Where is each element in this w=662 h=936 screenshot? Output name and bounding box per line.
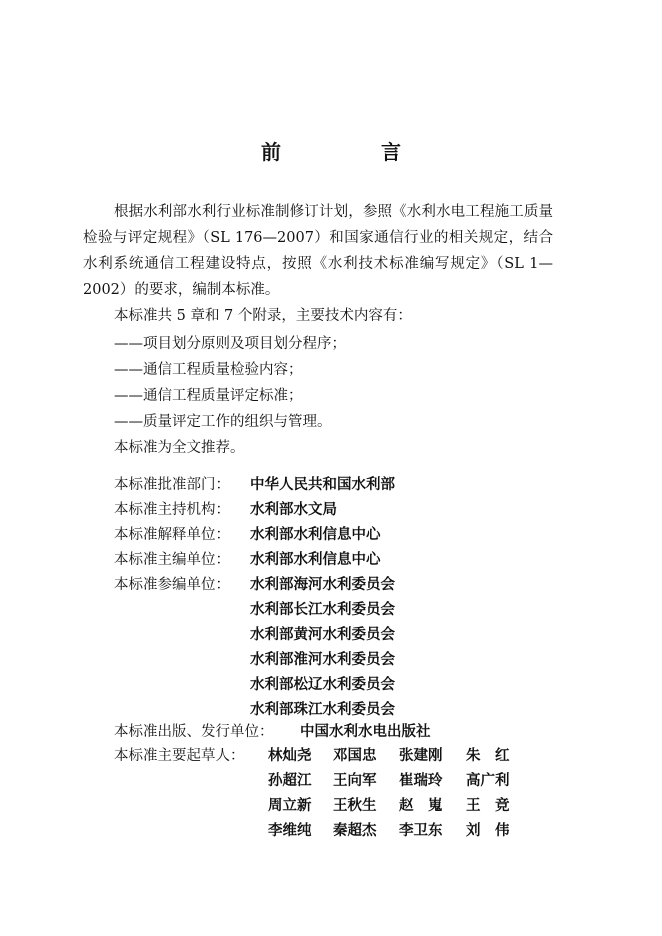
intro-paragraph: 根据水利部水利行业标准制修订计划，参照《水利水电工程施工质量检验与评定规程》（SL 176—2007）和国家通信行业的相关规定，结合水利系统通信工程建设特点，按照《水利技术标准编写规定》（SL 1—2002）的要求，编制本标准。 bbox=[83, 204, 553, 298]
recommend-line: 本标准为全文推荐。 bbox=[114, 440, 245, 456]
participants-label: 本标准参编单位： bbox=[114, 577, 230, 593]
drafter-name: 周立新 bbox=[268, 798, 312, 814]
approval-label: 本标准批准部门： bbox=[114, 477, 230, 493]
host-label: 本标准主持机构： bbox=[114, 502, 230, 518]
drafter-name: 林灿尧 bbox=[268, 748, 312, 764]
drafter-name: 王 竞 bbox=[466, 798, 510, 814]
drafter-name: 李维纯 bbox=[268, 823, 312, 839]
drafter-name: 孙超江 bbox=[268, 773, 312, 789]
drafter-name: 王向军 bbox=[333, 773, 377, 789]
host-value: 水利部水文局 bbox=[250, 502, 337, 518]
drafter-name: 秦超杰 bbox=[333, 823, 377, 839]
participant-unit: 水利部黄河水利委员会 bbox=[250, 627, 395, 643]
drafter-name: 赵 嵬 bbox=[399, 798, 443, 814]
participant-unit: 水利部长江水利委员会 bbox=[250, 602, 395, 618]
participant-unit: 水利部松辽水利委员会 bbox=[250, 677, 395, 693]
drafter-name: 朱 红 bbox=[466, 748, 510, 764]
content-item: ——通信工程质量评定标准； bbox=[114, 388, 303, 404]
interpret-label: 本标准解释单位： bbox=[114, 527, 230, 543]
content-item: ——项目划分原则及项目划分程序； bbox=[114, 336, 346, 352]
drafter-name: 李卫东 bbox=[399, 823, 443, 839]
drafter-name: 王秋生 bbox=[333, 798, 377, 814]
content-item: ——通信工程质量检验内容； bbox=[114, 362, 303, 378]
drafter-name: 邓国忠 bbox=[333, 748, 377, 764]
drafter-name: 张建刚 bbox=[399, 748, 443, 764]
drafter-name: 刘 伟 bbox=[466, 823, 510, 839]
content-item: ——质量评定工作的组织与管理。 bbox=[114, 414, 332, 430]
participant-unit: 水利部淮河水利委员会 bbox=[250, 652, 395, 668]
drafter-name: 崔瑞玲 bbox=[399, 773, 443, 789]
summary-line: 本标准共 5 章和 7 个附录，主要技术内容有： bbox=[114, 308, 412, 324]
publisher-label: 本标准出版、发行单位： bbox=[114, 724, 274, 740]
approval-value: 中华人民共和国水利部 bbox=[250, 477, 395, 493]
interpret-value: 水利部水利信息中心 bbox=[250, 527, 381, 543]
chief-editor-value: 水利部水利信息中心 bbox=[250, 552, 381, 568]
participant-unit: 水利部海河水利委员会 bbox=[250, 577, 395, 593]
page-title: 前 言 bbox=[261, 140, 441, 164]
chief-editor-label: 本标准主编单位： bbox=[114, 552, 230, 568]
participant-unit: 水利部珠江水利委员会 bbox=[250, 702, 395, 718]
drafter-name: 高广利 bbox=[466, 773, 510, 789]
publisher-value: 中国水利水电出版社 bbox=[300, 724, 431, 740]
drafters-label: 本标准主要起草人： bbox=[114, 748, 245, 764]
